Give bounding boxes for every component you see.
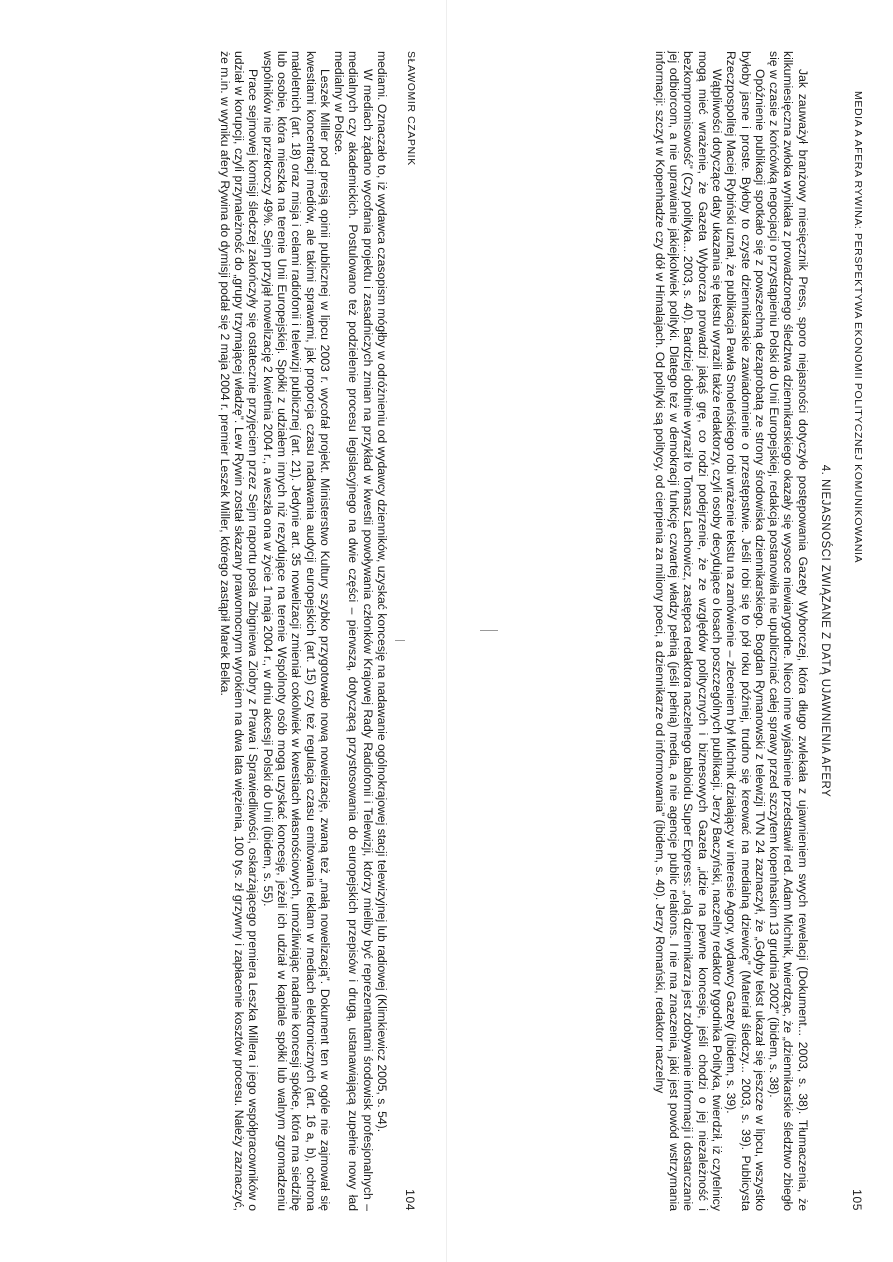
right-running-head [850,51,864,1211]
scan-artifact-mark [395,640,405,641]
right-page-number: 105 [850,1189,864,1211]
right-running-head-text: MEDIA A AFERA RYWINA: PERSPEKTYWA EKONOMII POLITYCZNEJ KOMUNIKOWANIA [852,91,864,564]
left-page-rotated-content [23,51,423,1211]
right-text-column [470,51,836,1211]
right-page [447,0,893,1262]
right-page-rotated-content [470,51,870,1211]
right-paragraph-3: Wątpliwości dotyczące daty ukazania się tekstu wyrazili także redaktorzy, czyli osoby decydujące o losach poszczególnych publikacji. Jerzy Baczyński, naczelny redaktor tygodnika Polityka, twierdził, iż czytelnicy mogą mieć wrażenie, że Gazeta Wyborcza prowadzi jakąś grę, co rodzi podejrzenie, że ze względów politycznych i biznesowych Gazeta „idzie na pewne koncesje, jeśli chodzi o jej niezależność i bezkompromisowość” (Czy polityka... 2003, s. 40). Bardziej dobitnie wyraził to Tomasz Lachowicz, zastępca redaktora naczelnego tabloidu Super Express: „rolą dziennikarza jest zdobywanie informacji i dostarczanie jej odbiorcom, a nie uprawianie jakiejkolwiek polityki. Dlatego też w demokracji funkcję czwartej władzy pełnią (jeśli pełnią) media, a nie agencje public relations. I nie ma znaczenia, jaki jest powód wstrzymania informacji: szczyt w Kopenhadze czy dół w Himalajach. Od polityki są politycy, od cierpienia za miliony poeci, a dziennikarze od informowania” (ibidem, s. 40). Jerzy Romański, redaktor naczelny [652,51,724,1211]
left-paragraph-3: Leszek Miller pod presją opinii publicznej w lipcu 2003 r. wycofał projekt. Ministerstwo Kultury szybko przygotowało nową nowelizację, zwaną też „małą nowelizacją”. Dokument ten w ogóle nie zajmował się kwestiami koncentracji mediów, ale takimi sprawami, jak proporcja czasu nadawania audycji europejskich (art. 15) czy też regulacja czasu emitowania reklam w mediach elektronicznych (art. 16 a, b), ochrona małoletnich (art. 18) oraz misja i celami radiofonii i telewizji publicznej (art. 21). Jedynie art. 35 nowelizacji zmieniał cokolwiek w kwestiach własnościowych, umożliwiając nadanie koncesji spółce, która ma siedzibę lub osobie, która mieszka na terenie Unii Europejskiej. Spółki z udziałem innych niż rezydujące na terenie Wspólnoty osób mogą uzyskać koncesję, jeżeli ich udział w kapitale spółki lub walnym zgromadzeniu wspólników nie przekroczy 49%. Sejm przyjął nowelizację 2 kwietnia 2004 r., a weszła ona w życie 1 maja 2004 r., w dniu akcesji Polski do Unii (ibidem, s. 55). [260,51,332,1211]
right-paragraph-2: Opóźnienie publikacji spotkało się z powszechną dezaprobatą ze strony środowiska dziennikarskiego. Bogdan Rymanowski z telewizji TVN 24 zaznaczył, że „Gdyby tekst ukazał się jeszcze w lipcu, wszystko byłoby jasne i proste. Byłoby to czyste dziennikarskie zawiadomienie o przestępstwie. Jeśli robi się to pół roku później, trudno się kreować na medialną dziewicę” (Materiał śledczy... 2003, s. 39). Publicysta Rzeczpospolitej Maciej Rybiński uznał, że publikacja Pawła Smoleńskiego robi wrażenie tekstu na zamówienie – zleceniem był Michnik działający w interesie Agory, wydawcy Gazety (ibidem, s. 39). [724,51,767,1211]
left-paragraph-4: Prace sejmowej komisji śledczej zakończyły się ostatecznie przyjęciem przez Sejm raportu posła Zbigniewa Ziobry z Prawa i Sprawiedliwości, oskarżającego premiera Leszka Millera i jego współpracowników o udział w korupcji, czyli przynależność do „grupy trzymającej władzę”. Lew Rywin został skazany prawomocnym wyrokiem na dwa lata więzienia, 100 tys. zł grzywny i zapłacenie kosztów procesu. Należy zaznaczyć, że m.in. w wyniku afery Rywina do dymisji podał się 2 maja 2004 r. premier Leszek Miller, którego zastąpił Marek Belka. [217,51,261,1211]
scan-artifact-mark [480,630,498,631]
left-paragraph-1: mediami. Oznaczało to, iż wydawca czasopism mógłby w odróżnieniu od wydawcy dzienników, uzyskać koncesję na nadawanie ogólnokrajowej stacji telewizyjnej lub radiowej (Klimkiewicz 2005, s. 54). [375,51,389,1133]
left-running-head-text: SŁAWOMIR CZAPNIK [405,51,417,166]
right-paragraph-1: Jak zauważył branżowy miesięcznik Press, sporo niejasności dotyczyło postępowania Gazety Wyborczej, która długo zwlekała z ujawnieniem swych rewelacji (Dokument... 2003, s. 38). Tłumaczenia, że kilkumiesięczna zwłoka wynikała z prowadzonego śledztwa dziennikarskiego okazały się wysoce niewiarygodne. Nieco inne wyjaśnienie przedstawił red. Adam Michnik, twierdząc, że „dziennikarskie śledztwo zbiegło się w czasie z końcówką negocjacji o przystąpieniu Polski do Unii Europejskiej, redakcja postanowiła nie upubliczniać całej sprawy przed szczytem kopenhaskim 13 grudnia 2002” (ibidem, s. 38). [767,51,810,1211]
left-running-head [403,51,417,1211]
left-paragraph-2: W mediach żądano wycofania projektu i zasadniczych zmian na przykład w kwestii powoływania członków Krajowej Rady Radiofonii i Telewizji, którzy mieliby być reprezentantami środowisk profesjonalnych – medialnych czy akademickich. Postulowano też podzielenie procesu legislacyjnego na dwie części – pierwszą, dotyczącą przystosowania do europejskich przepisów i drugą, ustanawiającą zupełnie nowy ład medialny w Polsce. [332,51,375,1211]
left-page-number: 104 [403,1189,417,1211]
left-text-column [23,51,389,1211]
section-heading: 4. NIEJASNOŚCI ZWIĄZANE Z DATĄ UJAWNIENIA AFERY [819,464,831,798]
left-page [0,0,446,1262]
